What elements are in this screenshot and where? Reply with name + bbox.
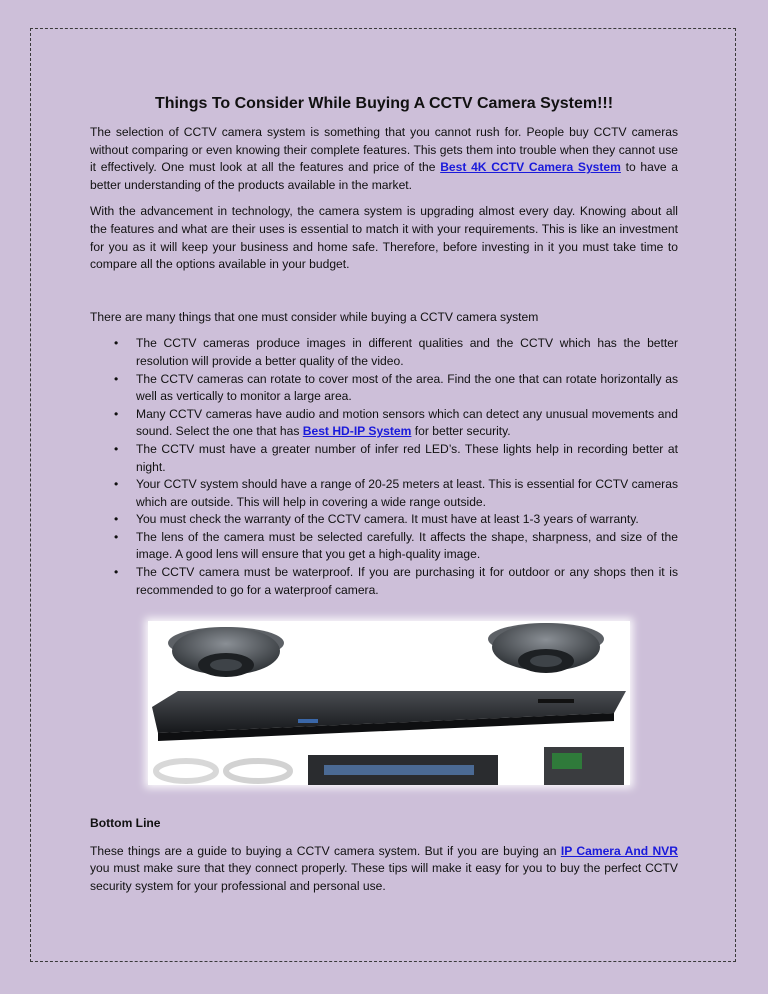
paragraph-intro [90, 124, 678, 194]
bullet-icon: • [114, 441, 119, 456]
paragraph-text-end: to have a better understanding of the products available in the market. [90, 160, 679, 192]
hard-drive-icon [544, 747, 624, 785]
network-switch-icon [308, 755, 498, 785]
best-4k-cctv-link[interactable]: Best 4K CCTV Camera System [440, 160, 621, 175]
list-item: • The CCTV cameras produce images in different qualities and the CCTV which has the better resolution will provide a better quality of the video. [114, 336, 678, 368]
bullet-icon: • [114, 371, 119, 386]
nvr-recorder-icon [152, 691, 626, 741]
considerations-list [90, 335, 678, 599]
paragraph-text: The selection of CCTV camera system is something that you cannot rush for. People buy CCTV cameras without comparing or even knowing their complete features. This gets them into trouble when they cannot use it effectively. One must look at all the features and price of the [90, 125, 678, 175]
bottom-line-heading: Bottom Line [90, 816, 161, 831]
list-item: • The CCTV cameras can rotate to cover most of the area. Find the one that can rotate horizontally as well as vertically to monitor a large area. [114, 371, 678, 404]
bullet-icon: • [114, 529, 119, 544]
paragraph-advancement: With the advancement in technology, the camera system is upgrading almost every day. Knowing about all the features and what are their uses is essential to match it with your requirements. This is like an investment for you as it will keep your business and home safe. Therefore, before investing in it you must take time to compare all the options available in your budget. [90, 204, 678, 272]
cctv-product-image [148, 621, 630, 785]
list-item: • Many CCTV cameras have audio and motion sensors which can detect any unusual movements and sound. Select the one that has Best HD-IP System for better security. [114, 406, 678, 439]
list-intro: There are many things that one must consider while buying a CCTV camera system [90, 309, 539, 324]
bullet-icon: • [114, 477, 119, 492]
bullet-icon: • [114, 336, 119, 351]
document-title: Things To Consider While Buying A CCTV Camera System!!! [154, 95, 614, 112]
ip-camera-nvr-link[interactable]: IP Camera And NVR [560, 843, 678, 858]
paragraph-bottom: These things are a guide to buying a CCTV camera system. But if you are buying an IP Camera And NVR you must make sure that they connect properly. These tips will make it easy for you to buy the perfect CCTV security system for your professional and personal use. [90, 843, 678, 894]
list-item: • The CCTV must have a greater number of infer red LED’s. These lights help in recording better at night. [114, 441, 678, 474]
list-item: • The lens of the camera must be selected carefully. It affects the shape, sharpness, and size of the image. A good lens will ensure that you get a high-quality image. [114, 529, 678, 562]
bullet-icon: • [114, 406, 119, 421]
dome-camera-right-icon [488, 623, 604, 673]
cable-coil-icon [156, 761, 290, 781]
document-body [90, 94, 678, 905]
dome-camera-left-icon [168, 627, 284, 677]
list-item: • Your CCTV system should have a range of 20-25 meters at least. This is essential for CCTV cameras which are outside. This will help in covering a wide range outside. [114, 477, 678, 509]
best-hd-ip-link[interactable]: Best HD-IP System [302, 424, 412, 439]
list-item: • The CCTV camera must be waterproof. If you are purchasing it for outdoor or any shops then it is recommended to go for a waterproof camera. [114, 565, 678, 597]
bullet-icon: • [114, 512, 119, 527]
list-item: • You must check the warranty of the CCTV camera. It must have at least 1-3 years of warranty. [90, 511, 678, 529]
bullet-icon: • [114, 565, 119, 580]
